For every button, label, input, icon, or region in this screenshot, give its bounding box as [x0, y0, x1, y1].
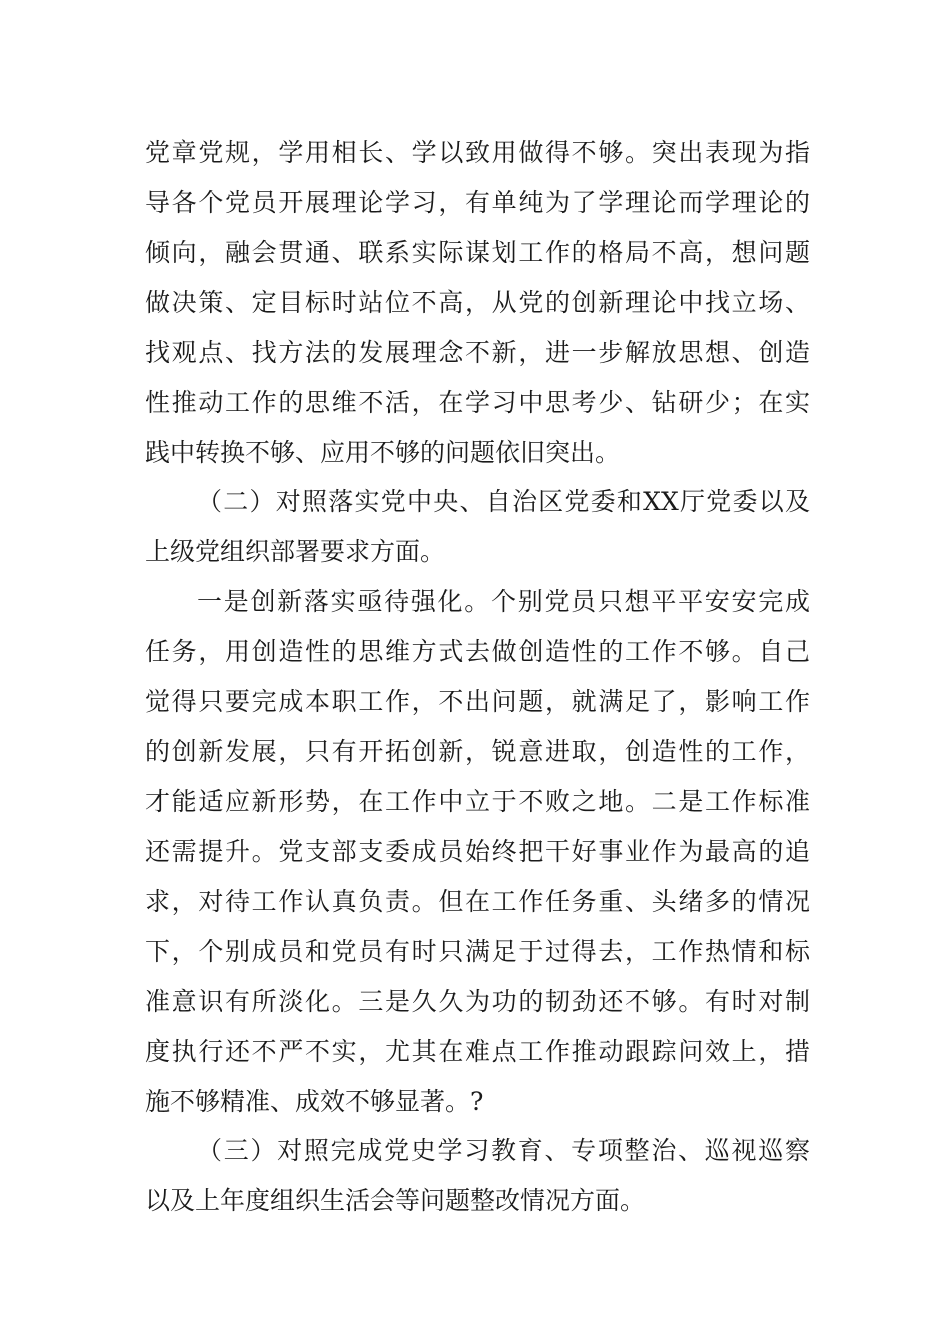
body-text-line: 才能适应新形势，在工作中立于不败之地。二是工作标准	[145, 787, 810, 816]
body-text-line: 导各个党员开展理论学习，有单纯为了学理论而学理论的	[145, 188, 810, 217]
body-text-line: 党章党规，学用相长、学以致用做得不够。突出表现为指	[145, 138, 810, 167]
body-text-line: 做决策、定目标时站位不高，从党的创新理论中找立场、	[145, 288, 810, 317]
body-text-line: 还需提升。党支部支委成员始终把干好事业作为最高的追	[145, 837, 810, 866]
body-text-line: 找观点、找方法的发展理念不新，进一步解放思想、创造	[145, 338, 810, 367]
body-text-line: 践中转换不够、应用不够的问题依旧突出。	[145, 438, 621, 467]
body-text-line: 任务，用创造性的思维方式去做创造性的工作不够。自己	[145, 637, 810, 666]
body-text-line: 施不够精准、成效不够显著。?	[145, 1087, 484, 1116]
body-text-line: 度执行还不严不实，尤其在难点工作推动跟踪问效上，措	[145, 1037, 810, 1066]
section-heading-3-cont: 以及上年度组织生活会等问题整改情况方面。	[145, 1186, 646, 1215]
body-text-line: 一是创新落实亟待强化。个别党员只想平平安安完成	[197, 587, 810, 616]
body-text-line: 性推动工作的思维不活，在学习中思考少、钻研少；在实	[145, 388, 810, 417]
body-text-line: 觉得只要完成本职工作，不出问题，就满足了，影响工作	[145, 687, 810, 716]
body-text-line: 的创新发展，只有开拓创新，锐意进取，创造性的工作，	[145, 737, 810, 766]
body-text-line: 下，个别成员和党员有时只满足于过得去，工作热情和标	[145, 937, 810, 966]
section-heading-2-cont: 上级党组织部署要求方面。	[145, 537, 446, 566]
body-text-line: 准意识有所淡化。三是久久为功的韧劲还不够。有时对制	[145, 987, 810, 1016]
section-heading-2: （二）对照落实党中央、自治区党委和XX厅党委以及	[197, 487, 810, 516]
body-text-line: 求，对待工作认真负责。但在工作任务重、头绪多的情况	[145, 887, 810, 916]
section-heading-3: （三）对照完成党史学习教育、专项整治、巡视巡察	[197, 1136, 810, 1165]
body-text-line: 倾向，融会贯通、联系实际谋划工作的格局不高，想问题	[145, 238, 810, 267]
